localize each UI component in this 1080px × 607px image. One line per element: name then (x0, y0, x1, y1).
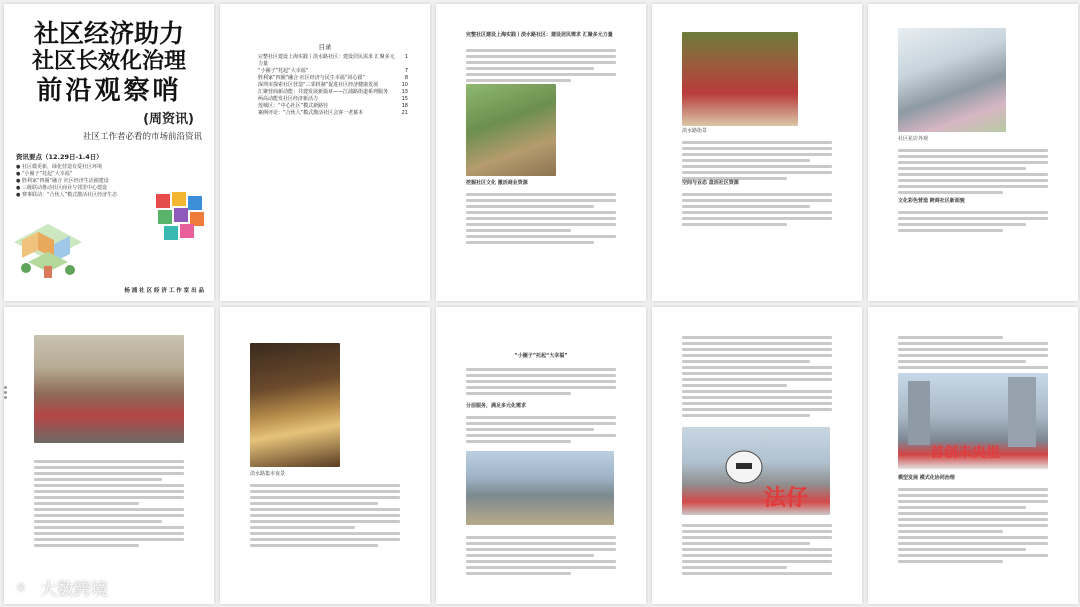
brand-logo-icon: ◎ (8, 574, 34, 600)
body-text (466, 413, 616, 446)
body-text (898, 146, 1048, 197)
digest-item: ● 赛事联动：“合伙人”模式激活社区经济生态 (16, 192, 118, 198)
street-photo (466, 84, 556, 176)
body-text (250, 481, 400, 550)
section-heading: 挖掘社区文化 激活商业资源 (466, 180, 528, 186)
publisher: 杨 浦 社 区 经 济 工 作 室 出 品 (124, 288, 204, 294)
digest-item: ● 社区微更新，绿化营造有爱社区环境 (16, 164, 102, 170)
page-article-8[interactable] (436, 307, 646, 604)
article-heading: “小圈子”托起“大幸福” (514, 353, 568, 359)
toc-entry[interactable]: 两高动能发社区经济新活力 15 (258, 96, 408, 102)
cover-title-line3: 前沿观察哨 (36, 76, 182, 106)
body-text (898, 485, 1048, 566)
night-market-photo (250, 343, 340, 467)
page-toc[interactable] (220, 4, 430, 301)
section-heading: 模型发展 模式化协同治理 (898, 475, 955, 481)
body-text (682, 521, 832, 578)
digest-item: ● 胜利家“四圈”融合 社区经济生活圈建设 (16, 178, 109, 184)
toc-entry[interactable]: “小圈子”托起“大幸福” 7 (258, 68, 408, 74)
body-text (898, 333, 1048, 372)
section-heading: 空间与业态 盘活社区资源 (682, 180, 739, 186)
body-text (34, 457, 184, 550)
page-article-5[interactable] (868, 4, 1078, 301)
building-photo (466, 451, 614, 525)
cover-title-line1: 社区经济助力 (33, 19, 184, 48)
digest-list (16, 164, 136, 199)
svg-text:法仔: 法仔 (764, 486, 809, 511)
cover-subtitle: (周资讯) (143, 112, 194, 127)
page-cover[interactable] (4, 4, 214, 301)
cover-tagline: 社区工作者必看的市场前沿资讯 (82, 132, 202, 142)
photo-caption: 淡水路街景 (682, 128, 708, 134)
town-illustration (8, 218, 88, 290)
toc-heading: 目录 (318, 43, 332, 51)
drag-handle-icon[interactable] (4, 384, 10, 401)
plaza-photo (898, 373, 1048, 469)
plaza-sign-icon (898, 373, 1048, 469)
puzzle-logo-icon (154, 190, 206, 250)
flower-shop-photo (898, 28, 1006, 132)
page-article-4[interactable] (652, 4, 862, 301)
toc-entry[interactable]: 莲城区：“中心社区”模式新路径 18 (258, 103, 408, 109)
toc-entry[interactable]: 汇聚营商新动能：共建发展新篇章——江浦路街道系列服务 13 (258, 89, 408, 95)
cover-title-line2: 社区长效化治理 (31, 48, 186, 74)
body-text (682, 190, 832, 229)
watermark-text: 大数跨境 (40, 579, 108, 600)
toc-entry[interactable]: 案例评论：“合伙人”模式激活社区会客一老幕本 21 (258, 110, 408, 116)
svg-text:首创未央里: 首创未央里 (930, 445, 1000, 461)
page-article-6[interactable] (4, 307, 214, 604)
toc-list (258, 54, 408, 117)
section-heading: 分层服务，满足多元化需求 (466, 403, 527, 409)
body-text (466, 46, 616, 85)
digest-item: ● “小圈子”托起“大幸福” (16, 171, 73, 177)
page-article-9[interactable] (652, 307, 862, 604)
watermark (8, 574, 108, 600)
section-heading: 文化彩色营造 跨商社区新面貌 (898, 198, 965, 204)
photo-caption: 淡水路集市夜景 (250, 471, 286, 477)
mascot-sculpture-photo (682, 427, 830, 515)
body-text (466, 533, 616, 578)
toc-entry[interactable]: 深圳市探索社区营造“三邻机制”促进社区经济健康发展 10 (258, 82, 408, 88)
page-article-10[interactable] (868, 307, 1078, 604)
page-article-7[interactable] (220, 307, 430, 604)
body-text (682, 333, 832, 420)
body-text (466, 190, 616, 247)
mascot-icon (682, 427, 830, 515)
body-text (466, 365, 616, 398)
photo-caption: 社区花店外观 (898, 136, 929, 142)
page-article-3[interactable] (436, 4, 646, 301)
toc-entry[interactable]: 完整社区建设上海实践丨淡水路社区：建设居民需求 汇聚多元力量 1 (258, 54, 408, 67)
digest-label: 资讯要点（12.29日-1.4日） (16, 153, 103, 161)
digest-item: ● 三级联动推动社区商业与邻里中心建设 (16, 185, 107, 191)
body-text (898, 208, 1048, 235)
shopfront-photo (682, 32, 798, 126)
article-heading: 完整社区建设上海实践丨淡水路社区：建设居民需求 汇聚多元力量 (466, 32, 613, 38)
storefront-photo (34, 335, 184, 443)
toc-entry[interactable]: 胜利家“四圈”融合 社区经济与民生幸福“同心圆” 8 (258, 75, 408, 81)
body-text (682, 138, 832, 183)
